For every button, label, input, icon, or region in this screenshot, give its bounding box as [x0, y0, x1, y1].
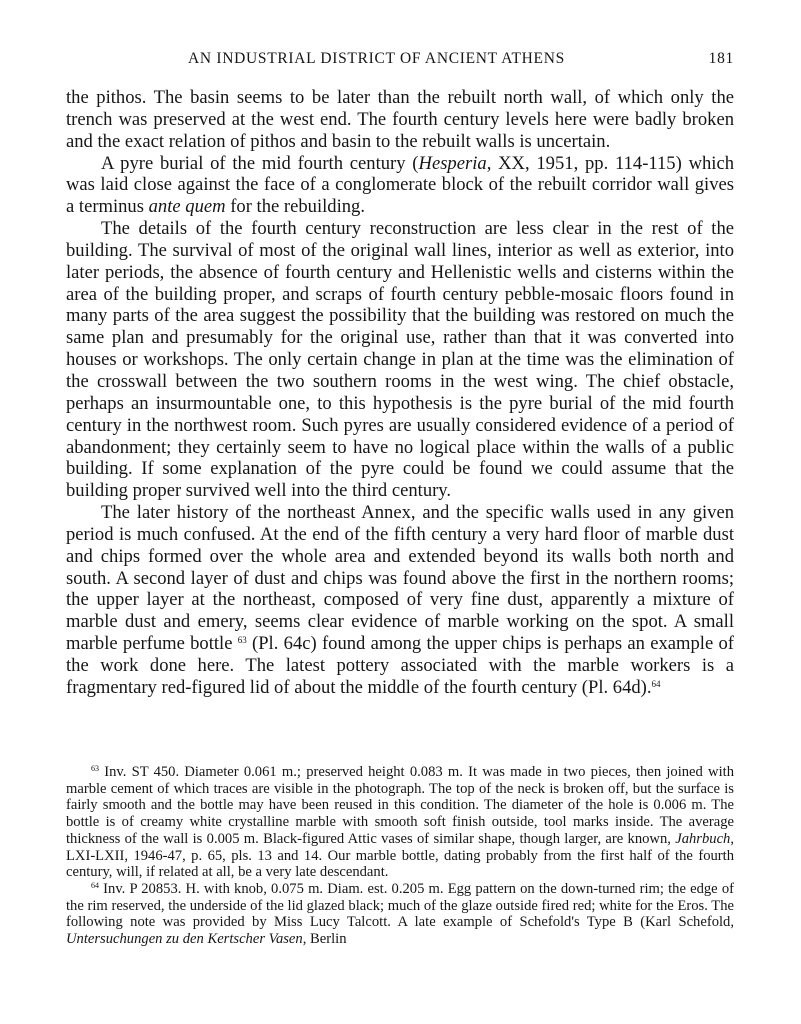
running-head: [66, 50, 734, 72]
journal-title-hesperia: Hesperia: [418, 152, 487, 174]
paragraph-3-text: The details of the fourth century reconstruction are less clear in the rest of the building. The survival of most of the original wall lines, interior as well as exterior, into later periods, the absence of fourth century and Hellenistic wells and cisterns within the area of the building proper, and scraps of fourth century pebble-mosaic floors found in many parts of the area suggest the possibility that the building was restored on much the same plan and presumably for the original use, rather than that it was converted into houses or workshops. The only certain change in plan at the time was the elimination of the crosswall between the two southern rooms in the west wing. The chief obstacle, perhaps an insurmountable one, to this hypothesis is the pyre burial of the mid fourth century in the northwest room. Such pyres are usually considered evidence of a period of abandonment; they certainly seem to have no logical place within the walls of a public building. If some explanation of the pyre could be found we could assume that the building proper survived well into the third century.: [66, 218, 734, 502]
footnote-ref-64[interactable]: 64: [651, 678, 661, 689]
paragraph-4-text-b: (Pl. 64c) found among the upper chips is perhaps an example of the work done here. The latest pottery associated with the marble workers is a fragmentary red-figured lid of about the middle of the fourth century (Pl. 64d).: [66, 633, 734, 698]
paragraph-2: [66, 153, 734, 219]
paragraph-3: [66, 218, 734, 502]
journal-title-jahrbuch: Jahrbuch: [675, 830, 731, 847]
footnote-63-text-a: Inv. ST 450. Diameter 0.061 m.; preserved height 0.083 m. It was made in two pieces, then joined with marble cement of which traces are visible in the photograph. The top of the neck is broken off, but the surface is fairly smooth and the bottle may have been reused in this condition. The diameter of the hole is 0.006 m. The bottle is of creamy white crystalline marble with smooth soft finish outside, tool marks inside. The average thickness of the wall is 0.005 m. Black-figured Attic vases of similar shape, though larger, are known,: [66, 764, 734, 847]
footnote-63: [66, 764, 734, 881]
paragraph-1-text: the pithos. The basin seems to be later than the rebuilt north wall, of which only the trench was preserved at the west end. The fourth century levels here were badly broken and the exact relation of pithos and basin to the rebuilt walls is uncertain.: [66, 87, 734, 152]
footnote-ref-63[interactable]: 63: [237, 635, 247, 646]
page-number: 181: [708, 50, 734, 67]
footnote-64-text-a: Inv. P 20853. H. with knob, 0.075 m. Diam. est. 0.205 m. Egg pattern on the down-turned rim; the edge of the rim reserved, the underside of the lid glazed black; much of the glaze outside fired red; white for the Eros. The following note was provided by Miss Lucy Talcott. A late example of Schefold's Type B (Karl Schefold,: [66, 880, 734, 931]
paragraph-4-text-a: The later history of the northeast Annex, and the specific walls used in any given period is much confused. At the end of the fifth century a very hard floor of marble dust and chips formed over the whole area and extended beyond its walls both north and south. A second layer of dust and chips was found above the first in the northern rooms; the upper layer at the northeast, composed of very fine dust, apparently a mixture of marble dust and emery, seems clear evidence of marble working on the spot. A small marble perfume bottle: [66, 502, 734, 655]
paragraph-2-text-b: , XX, 1951, pp. 114-115) which was laid close against the face of a conglomerate block of the rebuilt corridor wall gives a terminus: [66, 152, 735, 218]
footnote-number-64: 64: [91, 880, 99, 890]
running-title: AN INDUSTRIAL DISTRICT OF ANCIENT ATHENS: [188, 50, 565, 67]
paragraph-1: [66, 87, 734, 153]
footnote-64: [66, 881, 734, 948]
paragraph-2-text-c: for the rebuilding.: [225, 196, 365, 218]
footnotes: [66, 764, 734, 948]
book-title-schefold: Untersuchungen zu den Kertscher Vasen: [66, 931, 303, 948]
main-text: [66, 87, 734, 699]
latin-term: ante quem: [148, 196, 226, 218]
paragraph-2-text-a: A pyre burial of the mid fourth century (: [101, 152, 419, 174]
footnote-64-text-b: , Berlin: [302, 931, 347, 948]
footnote-number-63: 63: [91, 764, 99, 773]
paragraph-4: [66, 502, 734, 699]
footnote-63-text-b: , LXI-LXII, 1946-47, p. 65, pls. 13 and 14. Our marble bottle, dating probably from the first half of the fourth century, will, if related at all, be a very late descendant.: [66, 830, 734, 881]
